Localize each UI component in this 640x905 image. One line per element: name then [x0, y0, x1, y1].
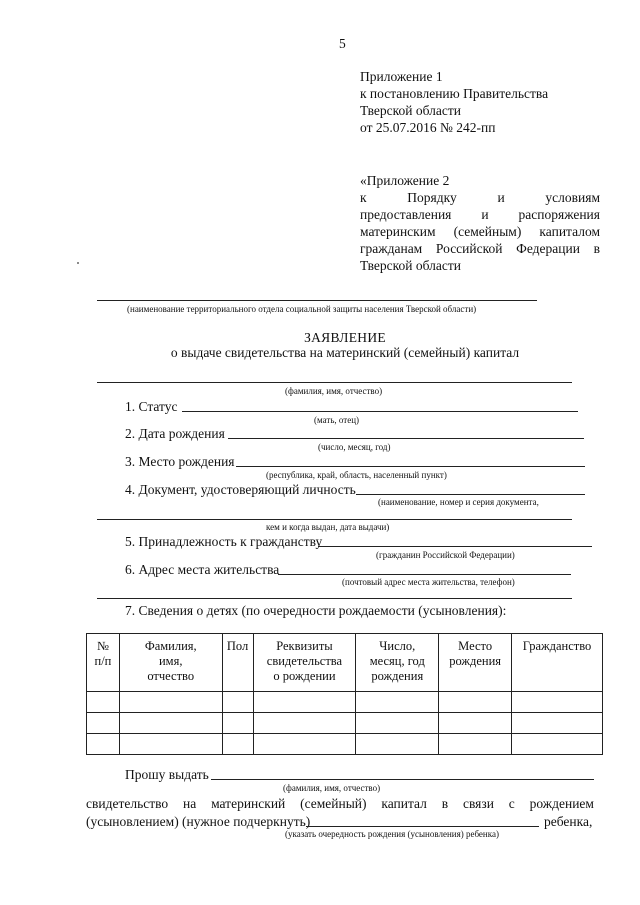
document-field[interactable] — [356, 494, 585, 495]
appendix-2-line: гражданам Российской Федерации в — [360, 241, 600, 256]
table-cell[interactable] — [356, 734, 439, 755]
word: с — [508, 796, 515, 811]
address-label: 6. Адрес места жительства — [125, 562, 280, 577]
header-text: свидетельства — [266, 654, 343, 668]
appendix-1-line: Тверской области — [360, 103, 461, 118]
children-label: 7. Сведения о детях (по очередности рождаемости (усыновления): — [125, 603, 507, 618]
appendix-1-title: Приложение 1 — [360, 69, 443, 84]
header-text: Пол — [226, 639, 249, 653]
table-cell[interactable] — [253, 713, 356, 734]
table-cell[interactable] — [87, 713, 120, 734]
header-text: № — [96, 639, 109, 653]
department-line[interactable] — [97, 300, 537, 301]
table-cell[interactable] — [512, 713, 603, 734]
table-cell[interactable] — [439, 692, 512, 713]
table-cell[interactable] — [356, 692, 439, 713]
table-cell[interactable] — [439, 713, 512, 734]
document-field-continued[interactable] — [97, 519, 572, 520]
header-text: Реквизиты — [276, 639, 333, 653]
status-label: 1. Статус — [125, 399, 178, 414]
child-order-caption: (указать очередность рождения (усыновления) ребенка) — [285, 829, 499, 839]
form-title: ЗАЯВЛЕНИЕ — [304, 330, 386, 345]
word: капитал — [381, 796, 427, 811]
request-text-line — [86, 795, 594, 812]
table-cell[interactable] — [87, 692, 120, 713]
table-row — [87, 713, 603, 734]
header-text: Гражданство — [522, 639, 592, 653]
word: свидетельство — [86, 796, 169, 811]
form-subtitle: о выдаче свидетельства на материнский (семейный) капитал — [170, 345, 520, 360]
address-caption: (почтовый адрес места жительства, телефон) — [342, 577, 515, 587]
table-cell[interactable] — [253, 734, 356, 755]
word: на — [183, 796, 197, 811]
table-cell[interactable] — [119, 734, 222, 755]
table-cell[interactable] — [222, 713, 253, 734]
appendix-2-title: «Приложение 2 — [360, 173, 450, 188]
table-row — [87, 734, 603, 755]
word: Порядку — [407, 190, 457, 205]
header-birthdate — [356, 634, 439, 692]
birthdate-label: 2. Дата рождения — [125, 426, 225, 441]
appendix-1-date: от 25.07.2016 № 242-пп — [360, 120, 496, 135]
word: связи — [462, 796, 494, 811]
page-number: 5 — [339, 36, 346, 51]
word: к — [360, 190, 367, 205]
birthdate-caption: (число, месяц, год) — [318, 442, 391, 452]
appendix-2-line: материнским (семейным) капиталом — [360, 224, 600, 239]
request-child-word: ребенка, — [544, 814, 593, 829]
request-fio-caption: (фамилия, имя, отчество) — [283, 783, 381, 793]
citizenship-label: 5. Принадлежность к гражданству — [125, 534, 323, 549]
word: рождением — [529, 796, 594, 811]
address-field-continued[interactable] — [97, 598, 572, 599]
table-cell[interactable] — [512, 692, 603, 713]
children-table — [86, 633, 603, 755]
header-text: Число, — [379, 639, 416, 653]
header-text: п/п — [94, 654, 112, 668]
appendix-2-line: Тверской области — [360, 258, 461, 273]
table-cell[interactable] — [222, 734, 253, 755]
header-text: Место — [458, 639, 493, 653]
scan-speck — [77, 262, 79, 264]
document-label: 4. Документ, удостоверяющий личность — [125, 482, 356, 497]
appendix-2-line — [360, 189, 600, 206]
table-cell[interactable] — [87, 734, 120, 755]
header-certificate — [253, 634, 356, 692]
status-field[interactable] — [182, 411, 578, 412]
table-row — [87, 692, 603, 713]
request-label: Прошу выдать — [125, 767, 209, 782]
table-cell[interactable] — [222, 692, 253, 713]
table-cell[interactable] — [356, 713, 439, 734]
birthplace-field[interactable] — [236, 466, 585, 467]
header-text: о рождении — [273, 669, 336, 683]
header-text: отчество — [147, 669, 195, 683]
header-fio — [119, 634, 222, 692]
birthplace-label: 3. Место рождения — [125, 454, 235, 469]
word: условиям — [545, 190, 600, 205]
word: и — [497, 190, 505, 205]
birthdate-field[interactable] — [228, 438, 584, 439]
header-text: рождения — [449, 654, 502, 668]
document-caption-continued: кем и когда выдан, дата выдачи) — [266, 522, 390, 532]
department-caption: (наименование территориального отдела социальной защиты населения Тверской области) — [127, 304, 477, 314]
status-caption: (мать, отец) — [314, 415, 360, 425]
header-text: рождения — [371, 669, 424, 683]
table-cell[interactable] — [119, 713, 222, 734]
header-text: месяц, год — [369, 654, 425, 668]
word: в — [441, 796, 449, 811]
request-fio-field[interactable] — [211, 779, 594, 780]
table-cell[interactable] — [253, 692, 356, 713]
citizenship-caption: (гражданин Российской Федерации) — [376, 550, 515, 560]
header-number — [87, 634, 120, 692]
table-cell[interactable] — [512, 734, 603, 755]
header-text: имя, — [158, 654, 183, 668]
header-sex — [222, 634, 253, 692]
document-caption: (наименование, номер и серия документа, — [378, 497, 539, 507]
header-citizenship — [512, 634, 603, 692]
appendix-2-line: предоставления и распоряжения — [360, 207, 600, 222]
table-cell[interactable] — [119, 692, 222, 713]
word: (семейный) — [300, 796, 367, 811]
applicant-fio-caption: (фамилия, имя, отчество) — [285, 386, 383, 396]
word: материнский — [211, 796, 286, 811]
birthplace-caption: (республика, край, область, населенный пункт) — [266, 470, 447, 480]
child-order-field[interactable] — [306, 826, 539, 827]
header-text: Фамилия, — [144, 639, 197, 653]
appendix-1-line: к постановлению Правительства — [360, 86, 549, 101]
table-cell[interactable] — [439, 734, 512, 755]
citizenship-field[interactable] — [318, 546, 592, 547]
table-header-row — [87, 634, 603, 692]
applicant-fio-line[interactable] — [97, 382, 572, 383]
request-underline-note: (усыновлением) (нужное подчеркнуть) — [86, 814, 311, 829]
address-field[interactable] — [278, 574, 571, 575]
header-birthplace — [439, 634, 512, 692]
